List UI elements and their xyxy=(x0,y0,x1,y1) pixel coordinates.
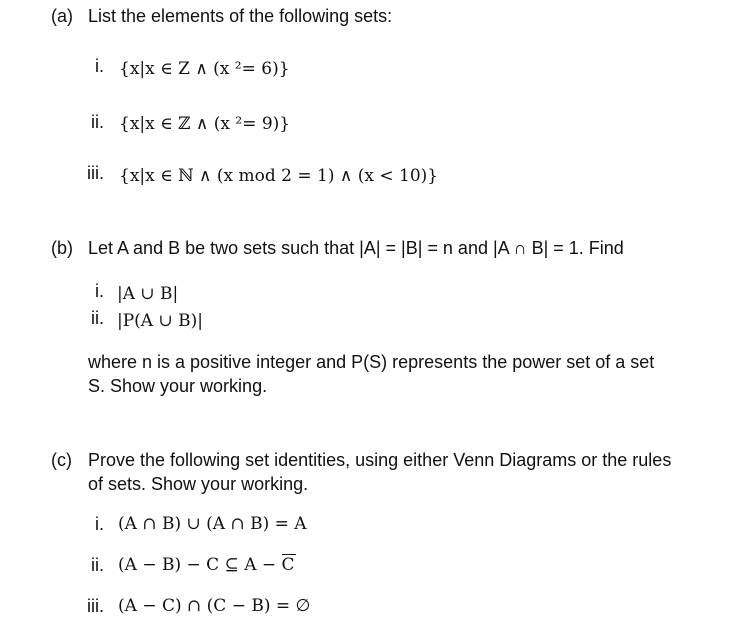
part-c-statement-line-1: Prove the following set identities, using either Venn Diagrams or the rules xyxy=(88,450,672,470)
part-c-item-3-number: iii. xyxy=(87,596,104,616)
part-c-item-1-expression: (A ∩ B) ∪ (A ∩ B) = A xyxy=(118,514,307,534)
part-b-item-1-number: i. xyxy=(95,281,104,301)
part-a-label: (a) xyxy=(51,6,73,26)
part-a-item-2-expression: {x|x ∈ ℤ ∧ (x ²= 9)} xyxy=(119,114,291,134)
part-b-where-line-2: S. Show your working. xyxy=(88,376,268,396)
part-c-statement-line-2: of sets. Show your working. xyxy=(88,474,309,494)
part-c-label: (c) xyxy=(51,450,72,470)
part-a-instruction: List the elements of the following sets: xyxy=(88,6,393,26)
part-b-item-2-expression: |P(A ∪ B)| xyxy=(117,311,203,331)
part-b-item-2-number: ii. xyxy=(91,308,104,328)
part-c-item-1-number: i. xyxy=(95,514,104,534)
part-a-item-3-expression: {x|x ∈ ℕ ∧ (x mod 2 = 1) ∧ (x < 10)} xyxy=(119,166,439,186)
part-b-statement: Let A and B be two sets such that |A| = |B| = n and |A ∩ B| = 1. Find xyxy=(88,238,624,258)
part-b-where-line-1: where n is a positive integer and P(S) represents the power set of a set xyxy=(88,352,655,372)
part-b-item-1-expression: |A ∪ B| xyxy=(117,284,179,304)
complement-overline xyxy=(282,554,296,555)
part-a-item-3-number: iii. xyxy=(87,163,104,183)
part-c-item-2-number: ii. xyxy=(91,555,104,575)
part-a-item-1-number: i. xyxy=(95,56,104,76)
part-a-item-1-expression: {x|x ∈ Z ∧ (x ²= 6)} xyxy=(119,59,290,79)
part-b-label: (b) xyxy=(51,238,73,258)
part-c-item-2-expression: (A − B) − C ⊆ A − C xyxy=(118,555,295,575)
part-c-item-3-expression: (A − C) ∩ (C − B) = ∅ xyxy=(118,596,311,616)
part-a-item-2-number: ii. xyxy=(91,112,104,132)
